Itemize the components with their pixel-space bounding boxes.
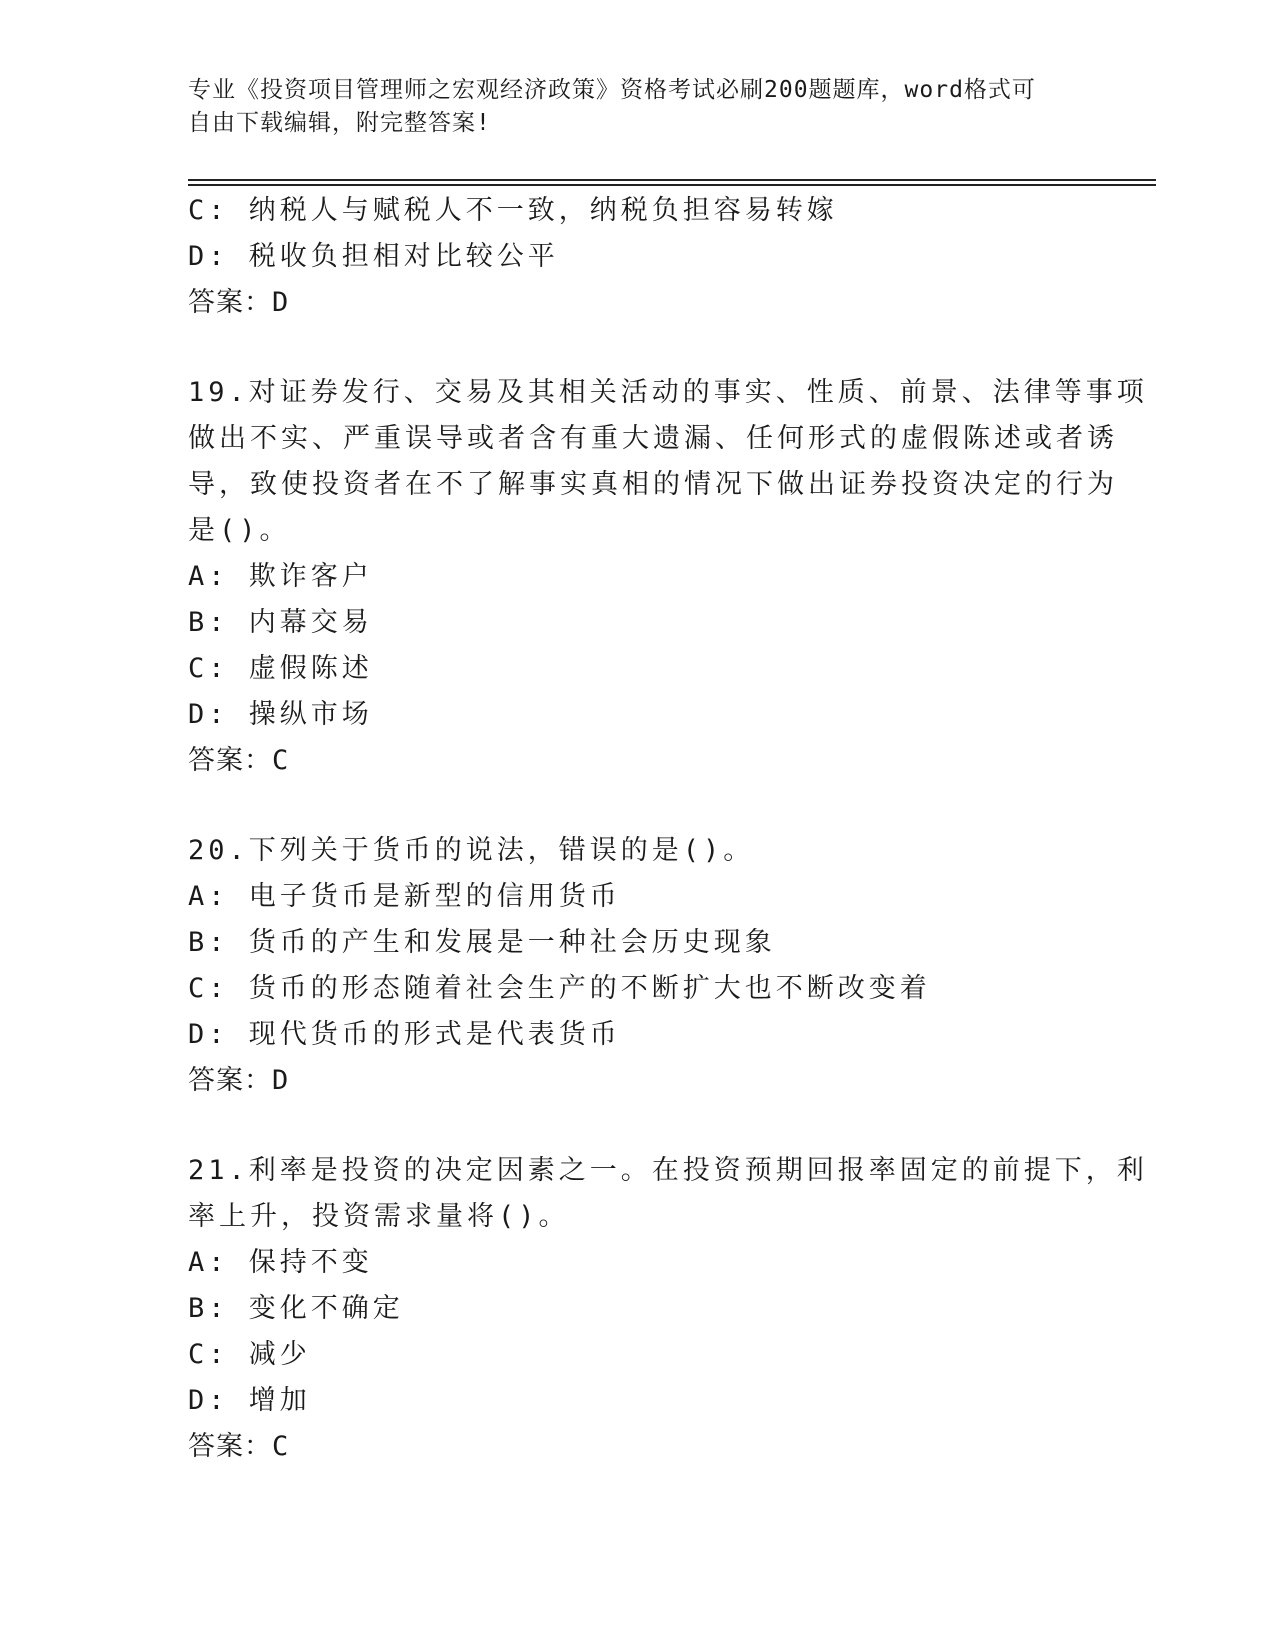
- spacer: [188, 326, 1088, 370]
- document-header: [188, 74, 1088, 140]
- q19-stem-line-2: 做出不实、严重误导或者含有重大遗漏、任何形式的虚假陈述或者诱: [188, 423, 1118, 454]
- q19-option-c: C: 虚假陈述: [188, 653, 373, 684]
- q20-stem-line-1: 20.下列关于货币的说法，错误的是()。: [188, 835, 755, 866]
- spacer: [188, 1104, 1088, 1148]
- q21-option-b: B: 变化不确定: [188, 1293, 404, 1324]
- q19-option-a: A: 欺诈客户: [188, 561, 373, 592]
- spacer: [188, 784, 1088, 828]
- q19-option-d: D: 操纵市场: [188, 699, 373, 730]
- q18-option-c: C: 纳税人与赋税人不一致，纳税负担容易转嫁: [188, 195, 838, 226]
- q20-answer: 答案：D: [188, 1065, 290, 1096]
- q20-option-d: D: 现代货币的形式是代表货币: [188, 1019, 621, 1050]
- q20-option-c: C: 货币的形态随着社会生产的不断扩大也不断改变着: [188, 973, 931, 1004]
- q21-answer: 答案：C: [188, 1431, 290, 1462]
- q21-option-d: D: 增加: [188, 1385, 311, 1416]
- header-title-line-1: 专业《投资项目管理师之宏观经济政策》资格考试必刷200题题库，word格式可: [188, 77, 1036, 103]
- q18-option-d: D: 税收负担相对比较公平: [188, 241, 559, 272]
- q20-option-a: A: 电子货币是新型的信用货币: [188, 881, 621, 912]
- question-20: [188, 828, 1088, 1104]
- q19-option-b: B: 内幕交易: [188, 607, 373, 638]
- header-divider-top: [188, 179, 1156, 181]
- question-18-tail: [188, 188, 1088, 326]
- header-title-line-2: 自由下载编辑，附完整答案!: [188, 110, 491, 136]
- q21-option-a: A: 保持不变: [188, 1247, 373, 1278]
- q21-stem-line-2: 率上升，投资需求量将()。: [188, 1201, 570, 1232]
- q19-stem-line-4: 是()。: [188, 515, 291, 546]
- question-list: [188, 188, 1148, 1470]
- q20-option-b: B: 货币的产生和发展是一种社会历史现象: [188, 927, 776, 958]
- q21-stem-line-1: 21.利率是投资的决定因素之一。在投资预期回报率固定的前提下，利: [188, 1155, 1148, 1186]
- question-21: [188, 1148, 1148, 1470]
- q19-answer: 答案：C: [188, 745, 290, 776]
- question-19: [188, 370, 1148, 784]
- q19-stem-line-3: 导，致使投资者在不了解事实真相的情况下做出证券投资决定的行为: [188, 469, 1118, 500]
- q21-option-c: C: 减少: [188, 1339, 311, 1370]
- header-divider-bottom: [188, 184, 1156, 186]
- q18-answer: 答案：D: [188, 287, 290, 318]
- q19-stem-line-1: 19.对证券发行、交易及其相关活动的事实、性质、前景、法律等事项: [188, 377, 1148, 408]
